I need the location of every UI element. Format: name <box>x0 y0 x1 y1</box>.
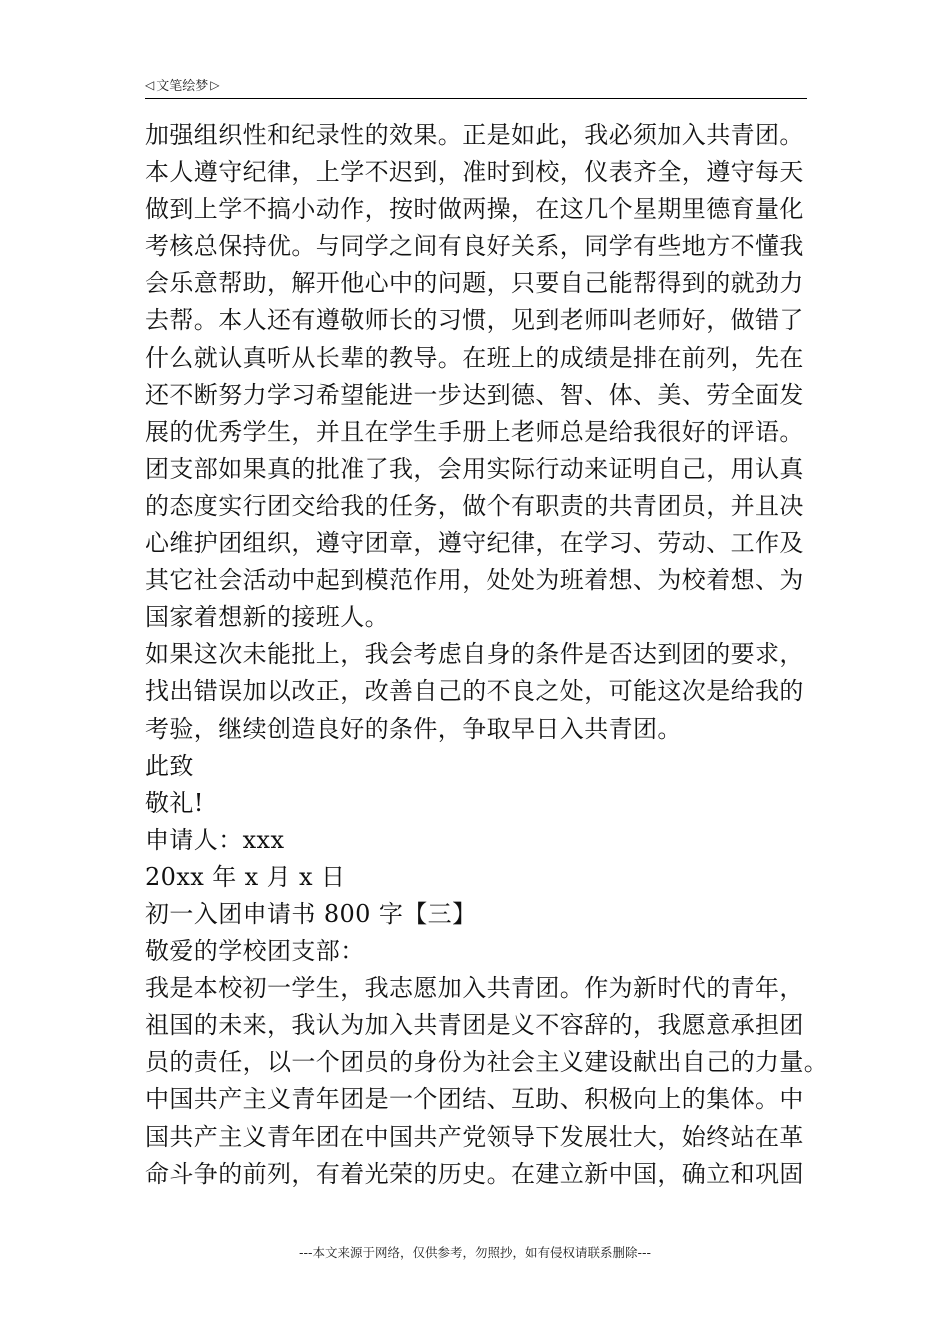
triangle-right-icon: ▷ <box>210 77 220 92</box>
text-line: 国共产主义青年团在中国共产党领导下发展壮大，始终站在革 <box>145 1122 804 1151</box>
text-line: 什么就认真听从长辈的教导。在班上的成绩是排在前列，先在 <box>145 343 804 372</box>
text-line: 还不断努力学习希望能进一步达到德、智、体、美、劳全面发 <box>145 380 804 409</box>
text-line: 心维护团组织，遵守团章，遵守纪律，在学习、劳动、工作及 <box>145 529 804 558</box>
text-line: 展的优秀学生，并且在学生手册上老师总是给我很好的评语。 <box>145 417 804 446</box>
text-line: 做到上学不搞小动作，按时做两操，在这几个星期里德育量化 <box>145 195 804 224</box>
text-line: 如果这次未能批上，我会考虑自身的条件是否达到团的要求， <box>145 640 804 669</box>
text-line: 申请人：xxx <box>145 825 285 854</box>
text-line: 敬礼! <box>145 788 204 817</box>
text-line: 敬爱的学校团支部： <box>145 937 365 966</box>
text-line: 考验，继续创造良好的条件，争取早日入共青团。 <box>145 714 682 743</box>
text-line: 国家着想新的接班人。 <box>145 603 389 632</box>
header-brand <box>145 75 219 94</box>
document-body <box>145 117 829 1193</box>
text-line: 祖国的未来，我认为加入共青团是义不容辞的，我愿意承担团 <box>145 1011 804 1040</box>
text-line: 命斗争的前列，有着光荣的历史。在建立新中国，确立和巩固 <box>145 1159 804 1188</box>
text-line: 去帮。本人还有遵敬师长的习惯，见到老师叫老师好，做错了 <box>145 306 804 335</box>
page-footer: ---本文来源于网络，仅供参考，勿照抄，如有侵权请联系删除--- <box>298 1245 652 1260</box>
text-line: 20xx 年 x 月 x 日 <box>145 862 346 891</box>
text-line: 中国共产主义青年团是一个团结、互助、积极向上的集体。中 <box>145 1085 804 1114</box>
text-line: 加强组织性和纪录性的效果。正是如此，我必须加入共青团。 <box>145 121 804 149</box>
text-line: 考核总保持优。与同学之间有良好关系，同学有些地方不懂我 <box>145 232 804 261</box>
text-line: 团支部如果真的批准了我，会用实际行动来证明自己，用认真 <box>145 454 804 483</box>
text-line: 找出错误加以改正，改善自己的不良之处，可能这次是给我的 <box>145 677 804 706</box>
text-line: 本人遵守纪律，上学不迟到，准时到校，仪表齐全，遵守每天 <box>145 158 804 187</box>
text-line: 会乐意帮助，解开他心中的问题，只要自己能帮得到的就劲力 <box>145 269 804 298</box>
text-line: 员的责任，以一个团员的身份为社会主义建设献出自己的力量。 <box>145 1048 829 1077</box>
page-header <box>145 72 807 99</box>
header-title: 文笔绘梦 <box>156 79 209 94</box>
text-line: 我是本校初一学生，我志愿加入共青团。作为新时代的青年， <box>145 974 804 1003</box>
text-line: 此致 <box>145 751 194 780</box>
triangle-left-icon: ◁ <box>145 77 155 92</box>
text-line: 初一入团申请书 800 字【三】 <box>145 899 477 928</box>
text-line: 的态度实行团交给我的任务，做个有职责的共青团员，并且决 <box>145 491 804 520</box>
text-line: 其它社会活动中起到模范作用，处处为班着想、为校着想、为 <box>145 566 804 595</box>
